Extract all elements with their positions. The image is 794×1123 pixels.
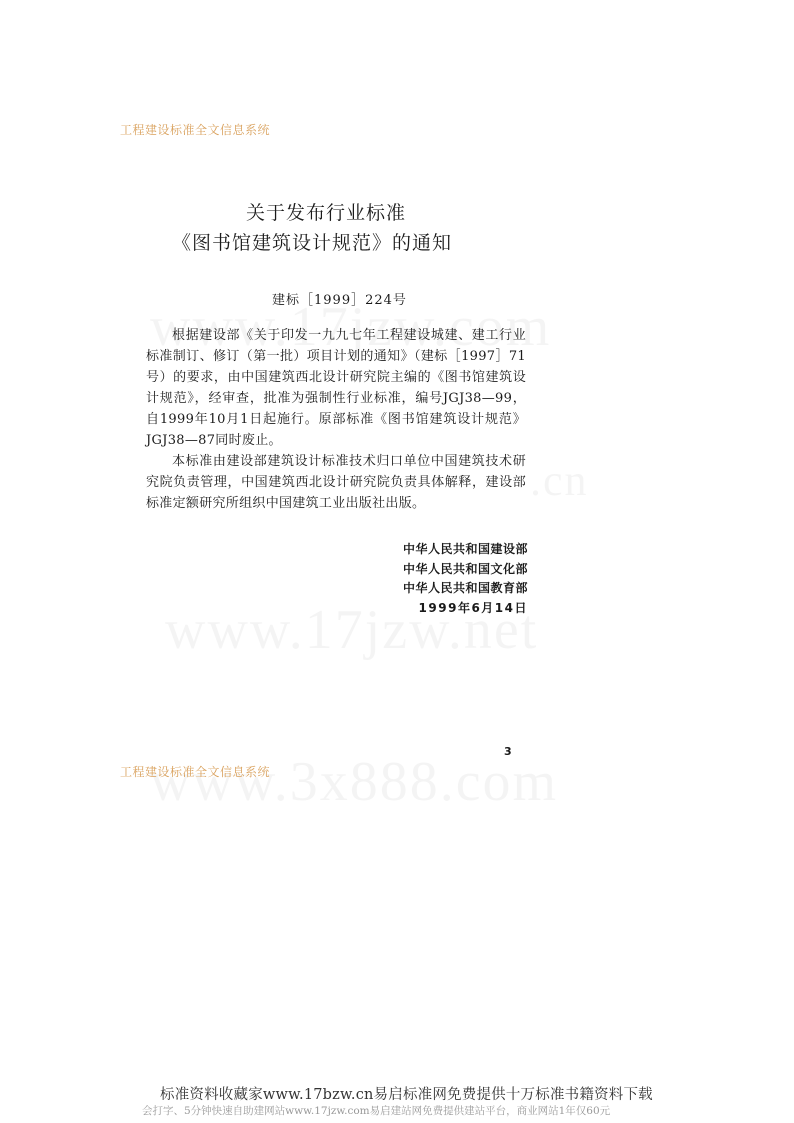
title-line-1: 关于发布行业标准	[246, 202, 407, 224]
signatory: 中华人民共和国教育部	[402, 581, 528, 595]
document-number: 建标［1999］224号	[272, 293, 407, 308]
watermark-text	[530, 455, 589, 506]
notice-body	[146, 325, 526, 514]
watermark-text	[150, 750, 558, 814]
signatory: 中华人民共和国建设部	[402, 542, 528, 556]
header-mark: 工程建设标准全文信息系统	[120, 123, 271, 137]
signatory: 中华人民共和国文化部	[402, 561, 528, 576]
body-paragraph: 根据建设部《关于印发一九九七年工程建设城建、建工行业标准制订、修订（第一批）项目计划的通知》（建标［1997］71号）的要求，由中国建筑西北设计研究院主编的《图书馆建筑设计规范》，经审查，批准为强制性行业标准，编号JGJ38—99，自1999年10月1日起施行。原部标准《图书馆建筑设计规范》JGJ38—87同时废止。	[146, 328, 526, 448]
title-line-2: 《图书馆建筑设计规范》的通知	[172, 232, 453, 254]
issue-date: 1999年6月14日	[418, 600, 528, 615]
page-number: 3	[504, 745, 512, 758]
footer-line-2: 会打字、5分钟快速自助建网站www.17jzw.com易启建站网免费提供建站平台，商业网站1年仅60元	[142, 1105, 611, 1117]
header-mark: 工程建设标准全文信息系统	[120, 765, 271, 779]
footer-line-1: 标准资料收藏家www.17bzw.cn易启标准网免费提供十万标准书籍资料下载	[160, 1087, 653, 1103]
body-paragraph: 本标准由建设部建筑设计标准技术归口单位中国建筑技术研究院负责管理，中国建筑西北设计研究院负责具体解释，建设部标准定额研究所组织中国建筑工业出版社出版。	[146, 454, 526, 511]
signature-block	[403, 540, 528, 618]
